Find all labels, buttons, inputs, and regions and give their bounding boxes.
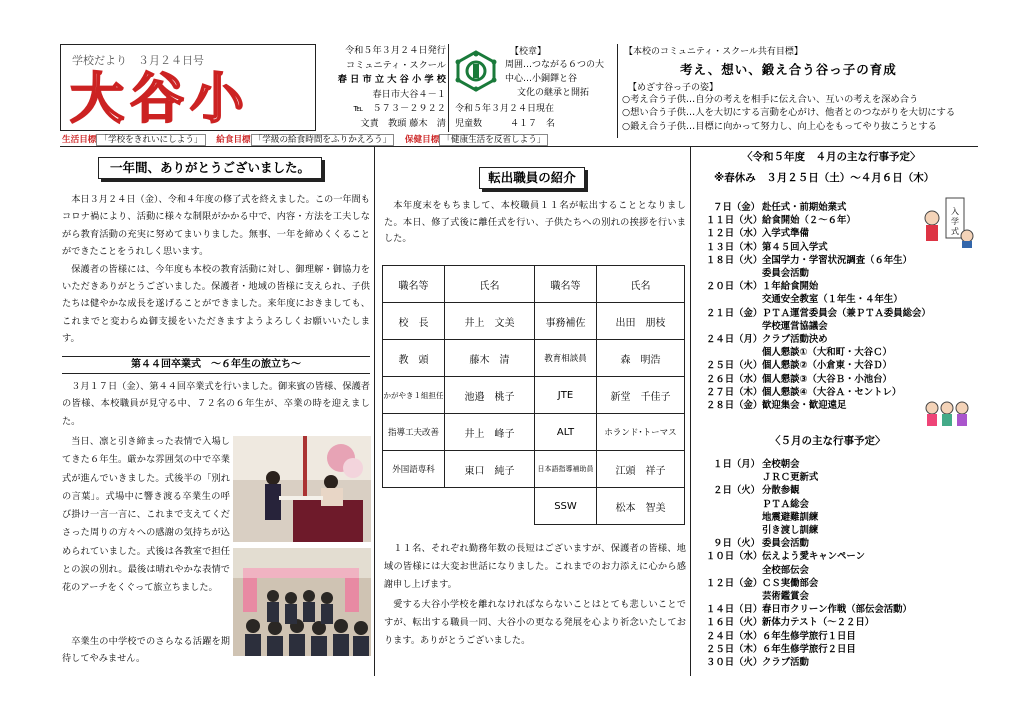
article-outro: １１名、それぞれ勤務年数の長短はございますが、保護者の皆様、地域の皆様には大変お世話になりました。これまでのお力添えに心から感謝申し上げます。 [384, 543, 686, 590]
article-intro: ３月１７日（金）、第４４回卒業式を行いました。御来賓の皆様、保護者の皆様、本校職員が見守る中、７２名の６年生が、卒業の時を迎えました。 [62, 381, 370, 427]
table-row: かがやき１組担任 池邉 桃子 JTE 新堂 千佳子 [383, 377, 685, 414]
list-item: ７日（金） 赴任式・前期始業式 [713, 202, 847, 213]
article-closing: 卒業生の中学校でのさらなる活躍を期待してやみません。 [62, 636, 230, 665]
publisher-info [322, 44, 446, 131]
list-item: 地震避難訓練 [762, 511, 819, 523]
cs-heading: 【本校のコミュニティ・スクール共有目標】 [624, 47, 803, 57]
list-item: ２４日（月） クラブ活動決め [706, 334, 828, 346]
column-divider [690, 146, 691, 676]
cs-title: 考え、想い、鍛え合う谷っ子の育成 [680, 62, 897, 77]
list-item: ２５日（火） 個人懇談②（小倉東・大谷Ｄ） [706, 360, 892, 372]
table-row: 指導工夫改善 井上 峰子 ALT ホランド･トーマス [383, 414, 685, 451]
graduation-photo [233, 436, 371, 542]
divider [448, 44, 449, 132]
april-schedule-title: 〈令和５年度 ４月の主な行事予定〉 [742, 151, 921, 163]
svg-text:学: 学 [951, 217, 959, 226]
list-item: ○想い合う子供…人を大切にする言動を心がけ、他者とのつながりを大切にする [622, 107, 956, 119]
census-date: 令和５年３月２４日現在 [455, 104, 555, 114]
publish-date: 令和５年３月２４日発行 [344, 45, 446, 56]
may-schedule-title: 〈５月の主な行事予定〉 [770, 435, 886, 447]
list-item: 学校運営協議会 [762, 320, 828, 332]
table-row: 外国語専科 東口 純子 日本語指導補助員 江頭 祥子 [383, 451, 685, 488]
student-count-label: 児童数 [455, 119, 483, 129]
cs-subheading: 【めざす谷っ子の姿】 [628, 83, 719, 93]
list-item: ○考え合う子供…自分の考えを相手に伝え合い、互いの考えを深め合う [622, 94, 919, 105]
svg-text:式: 式 [951, 227, 959, 236]
list-item: １６日（火） 新体力テスト（～２２日） [706, 617, 875, 629]
list-item: １８日（火） 全国学力・学習状況調査（６年生） [706, 254, 913, 266]
school-address: 春日市大谷４－１ [372, 88, 446, 100]
april-schedule [706, 201, 931, 412]
list-item: １１日（火） 給食開始（２～６年） [706, 215, 856, 227]
list-item: １２日（金） ＣＳ実働部会 [706, 577, 819, 589]
staff-table [382, 265, 685, 525]
list-item: ＪＲＣ更新式 [762, 472, 819, 484]
list-item: ２１日（金） ＰＴＡ運営委員会（兼ＰＴＡ委員総会） [706, 307, 931, 319]
list-item: 委員会活動 [762, 268, 809, 280]
article-body: 本日３月２４日（金）、令和４年度の修了式を終えました。この一年間もコロナ禍により、活動に様々な制限がかかる中で、内容・方法を工夫しながら教育活動の充実に努めてまいりました。無事、一年を締めくくることができたことをうれしく思います。 保護者の皆様には、今年度も本校の教育活動に対し、御理解・御協力をいただきありがとうございました。保護者・地域の皆様に支えられ、子供たちは健やかな成長を遂げることができました。来年度におきましても、これまでと変わらぬ御支援をいただきますようよろしくお願いいたします。 [62, 194, 370, 345]
divider [60, 146, 978, 147]
emblem-description: 周囲…つながる６つの大 中心…小銅鐸と谷 文化の継承と開拓 [505, 60, 605, 98]
entrance-ceremony-illustration-icon [918, 196, 974, 248]
student-count: ４１７ 名 [510, 119, 556, 129]
list-item: ９日（火） 委員会活動 [713, 538, 809, 550]
school-emblem-icon [454, 50, 498, 92]
list-item: 引き渡し訓練 [762, 525, 819, 537]
list-item: ○鍛え合う子供…目標に向かって努力し、向上心をもってやり抜こうとする [622, 120, 937, 132]
article-intro: 本年度末をもちまして、本校職員１１名が転出することとなりました。本日、修了式後に離任式を行い、子供たちへの別れの挨拶を行いました。 [384, 200, 686, 244]
list-item: １０日（水） 伝えよう愛キャンペーン [706, 551, 865, 563]
table-row: SSW 松本 智美 [383, 488, 685, 525]
list-item: １３日（木） 第４５回入学式 [706, 241, 828, 253]
list-item: ２６日（水） 個人懇談③（大谷Ｂ・小池台） [706, 373, 892, 385]
list-item: ２８日（金） 歓迎集会・歓迎遠足 [706, 400, 847, 412]
list-item: １２日（水） 入学式準備 [706, 228, 809, 240]
list-item: ２０日（木） １年給食開始 [706, 281, 819, 293]
school-type: コミュニティ・スクール [346, 59, 446, 71]
divider [617, 44, 618, 138]
table-row: 教 頭 藤木 清 教育相談員 森 明浩 [383, 340, 685, 377]
issue-label: 学校だより ３月２４日号 [72, 54, 204, 67]
flower-arch-photo [233, 548, 371, 656]
article-title: 一年間、ありがとうございました。 [98, 157, 322, 179]
list-item: 交通安全教室（１年生・４年生） [762, 294, 903, 306]
list-item: ２４日（水） ６年生修学旅行１日目 [706, 630, 856, 642]
list-item: １日（月） 全校朝会 [713, 459, 800, 470]
list-item: ３０日（火） クラブ活動 [706, 657, 809, 669]
section-heading: 第４４回卒業式 ～６年生の旅立ち～ [62, 356, 370, 374]
list-item: ２５日（木） ６年生修学旅行２日目 [706, 643, 856, 655]
monthly-goals: 生活目標 「学校をきれいにしよう」 給食目標 「学級の給食時間をふりかえろう」 保健目標 「健康生活を反省しよう」 [62, 133, 556, 145]
table-row: 校 長 井上 文美 事務補佐 出田 朋枝 [383, 303, 685, 340]
table-header: 職名等 氏名 職名等 氏名 [383, 266, 685, 303]
spring-break-note: ※春休み ３月２５日（土）～４月６日（木） [714, 172, 935, 184]
list-item: 全校部伝会 [762, 564, 809, 576]
list-item: ＰＴＡ総会 [762, 498, 809, 510]
school-name: 春 日 市 立 大 谷 小 学 校 [337, 74, 446, 85]
editor: 文責 教頭 藤木 清 [360, 117, 446, 129]
cs-goal-list [622, 93, 955, 133]
article-outro: 愛する大谷小学校を離れなければならないことはとても悲しいことですが、転出する職員一同、大谷小の更なる発展を心より祈念いたしております。ありがとうございました。 [384, 599, 686, 646]
list-item: ２７日（木） 個人懇談④（大谷Ａ・セントレ） [706, 386, 902, 398]
article-title: 転出職員の紹介 [479, 167, 585, 189]
article-body: 当日、凛と引き締まった表情で入場してきた６年生。厳かな雰囲気の中で卒業式が進んでいきました。式後半の「別れの言葉」。式場中に響き渡る卒業生の呼び掛け一言一言に、これまで支えてくださった周りの方々への感謝の気持ちが込められていました。式後は各教室で担任との涙の別れ。最後は晴れやかな表情で花のアーチをくぐって旅立ちました。 [62, 436, 230, 594]
emblem-heading: 【校章】 [510, 47, 547, 57]
may-schedule [706, 458, 912, 669]
newsletter-title: 大谷小 [70, 66, 250, 130]
school-phone: ℡ ５７３－２９２２ [353, 103, 446, 114]
children-illustration-icon [922, 398, 972, 428]
svg-text:入: 入 [951, 207, 959, 216]
list-item: 個人懇談①（大和町・大谷Ｃ） [762, 347, 892, 359]
list-item: １４日（日） 春日市クリーン作戦（部伝会活動） [706, 604, 912, 616]
list-item: 芸術鑑賞会 [762, 591, 809, 603]
column-divider [374, 146, 375, 676]
list-item: ２日（火） 分散参観 [713, 485, 800, 497]
